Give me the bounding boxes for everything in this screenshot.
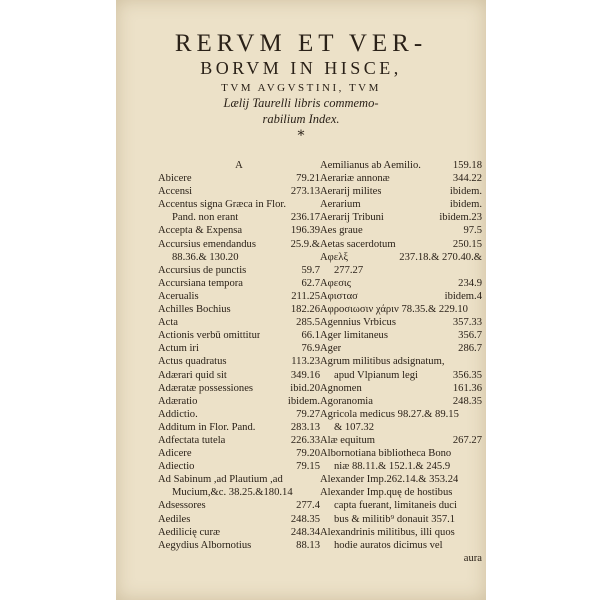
entry-reference: 237.18.& 270.40.& bbox=[399, 251, 482, 263]
entry-term: Aedilicię curæ bbox=[158, 526, 221, 538]
entry-reference: 161.36 bbox=[452, 382, 482, 394]
entry-term: Aemilianus ab Aemilio. bbox=[320, 160, 421, 171]
entry-term: Aerarij milites bbox=[320, 186, 382, 198]
index-entry bbox=[158, 408, 320, 421]
entry-term: Adæratio bbox=[158, 395, 198, 407]
entry-term: Agnomen bbox=[320, 382, 362, 394]
entry-term: apud Vlpianum legi bbox=[334, 369, 418, 381]
entry-term: niæ 88.11.& 152.1.& 245.9 bbox=[334, 461, 451, 473]
entry-term: Achilles Bochius bbox=[158, 304, 231, 316]
entry-term: Ager bbox=[320, 343, 342, 355]
index-entry bbox=[320, 447, 482, 460]
index-entry bbox=[158, 526, 320, 539]
entry-reference: 66.1 bbox=[301, 330, 320, 342]
entry-term: Acerualis bbox=[158, 290, 199, 302]
entry-term: Aetas sacerdotum bbox=[320, 238, 396, 250]
entry-term: Additum in Flor. Pand. bbox=[158, 421, 256, 433]
index-entry bbox=[158, 224, 320, 237]
index-column-left bbox=[158, 159, 320, 552]
index-entry bbox=[158, 172, 320, 185]
index-entry bbox=[158, 290, 320, 303]
entry-reference: 226.33 bbox=[290, 434, 320, 446]
index-entry bbox=[320, 303, 482, 316]
index-entry bbox=[320, 421, 482, 434]
entry-term: Aediles bbox=[158, 513, 191, 525]
entry-term: Adicere bbox=[158, 448, 192, 460]
entry-reference: 248.34 bbox=[290, 526, 320, 538]
index-entry bbox=[158, 316, 320, 329]
entry-term: Abicere bbox=[158, 173, 192, 185]
entry-term: 277.27 bbox=[334, 264, 364, 276]
entry-term: Pand. non erant bbox=[172, 212, 239, 224]
entry-term: hodie auratos dicimus vel bbox=[334, 539, 443, 551]
index-column-right bbox=[320, 159, 482, 565]
entry-reference: 356.7 bbox=[458, 330, 482, 342]
index-entry bbox=[158, 198, 320, 211]
entry-term: Alexander Imp.quę de hostibus bbox=[320, 487, 453, 499]
entry-term: Accursiana tempora bbox=[158, 277, 244, 289]
index-entry bbox=[320, 552, 482, 565]
entry-reference: 62.7 bbox=[301, 277, 320, 289]
index-entry bbox=[158, 369, 320, 382]
index-entry bbox=[320, 342, 482, 355]
index-entry bbox=[158, 421, 320, 434]
entry-term: Actionis verbū omittitur bbox=[158, 330, 261, 342]
entry-reference: 267.27 bbox=[452, 434, 482, 446]
entry-term: Agrum militibus adsignatum, bbox=[320, 356, 445, 368]
entry-term: capta fuerant, limitaneis duci bbox=[334, 500, 457, 512]
entry-term: Albornotiana bibliotheca Bono bbox=[320, 448, 452, 460]
index-entry bbox=[320, 526, 482, 539]
entry-term: Aegydius Albornotius bbox=[158, 539, 252, 551]
index-entry bbox=[320, 408, 482, 421]
index-entry bbox=[320, 473, 482, 486]
entry-term: Agoranomia bbox=[320, 395, 373, 407]
index-entry bbox=[320, 316, 482, 329]
entry-reference: 97.5 bbox=[463, 225, 482, 237]
entry-term: Agennius Vrbicus bbox=[320, 317, 396, 329]
entry-reference: 159.18 bbox=[452, 160, 482, 171]
entry-reference: 236.17 bbox=[290, 212, 320, 224]
index-entry bbox=[158, 185, 320, 198]
index-entry bbox=[320, 198, 482, 211]
entry-term: Αφιστασ bbox=[320, 290, 358, 302]
entry-reference: 356.35 bbox=[452, 369, 482, 381]
title-line-3: TVM AVGVSTINI, TVM bbox=[221, 82, 381, 94]
entry-reference: 273.13 bbox=[290, 186, 320, 198]
entry-reference: 211.25 bbox=[291, 290, 320, 302]
index-entry bbox=[320, 172, 482, 185]
index-entry bbox=[158, 473, 320, 486]
entry-term: Aerarium bbox=[320, 199, 361, 211]
entry-reference: 79.20 bbox=[296, 448, 320, 460]
entry-term: Alæ equitum bbox=[320, 434, 376, 446]
index-entry bbox=[158, 238, 320, 251]
entry-term: Actus quadratus bbox=[158, 356, 227, 368]
entry-reference: ibidem. bbox=[449, 199, 482, 211]
index-entry bbox=[158, 486, 320, 499]
entry-term: Adæratæ possessiones bbox=[158, 382, 254, 394]
index-entry bbox=[320, 251, 482, 264]
index-entry bbox=[320, 211, 482, 224]
entry-reference: 250.15 bbox=[452, 238, 482, 250]
entry-reference: 79.15 bbox=[296, 461, 320, 473]
entry-reference: 248.35 bbox=[290, 513, 320, 525]
index-entry bbox=[320, 539, 482, 552]
entry-reference: 344.22 bbox=[452, 173, 482, 185]
entry-term: Accepta & Expensa bbox=[158, 225, 243, 237]
index-entry bbox=[158, 395, 320, 408]
entry-reference: 79.27 bbox=[296, 408, 320, 420]
asterisk-ornament: * bbox=[297, 128, 305, 144]
entry-reference: 286.7 bbox=[458, 343, 482, 355]
entry-term: 88.36.& 130.20 bbox=[172, 251, 239, 263]
index-entry bbox=[158, 211, 320, 224]
title-line-2: BORVM IN HISCE, bbox=[200, 58, 402, 78]
entry-reference: 182.26 bbox=[290, 304, 320, 316]
entry-term: Αφελξ bbox=[320, 251, 349, 263]
entry-term: Aerarij Tribuni bbox=[320, 212, 384, 224]
index-entry bbox=[158, 499, 320, 512]
index-entry bbox=[320, 290, 482, 303]
index-entry bbox=[320, 369, 482, 382]
entry-reference: ibidem.4 bbox=[444, 290, 482, 302]
entry-term: Alexander Imp.262.14.& 353.24 bbox=[320, 474, 459, 486]
entry-reference: ibid.20 bbox=[290, 382, 320, 394]
index-entry bbox=[320, 329, 482, 342]
entry-reference: 79.21 bbox=[296, 173, 320, 185]
entry-term: Accensi bbox=[158, 186, 193, 198]
entry-term: Aerariæ annonæ bbox=[320, 173, 390, 185]
entry-term: Actum iri bbox=[158, 343, 199, 355]
index-entry bbox=[320, 355, 482, 368]
index-entry bbox=[320, 434, 482, 447]
index-entry bbox=[320, 513, 482, 526]
entry-term: Αφεσις bbox=[320, 277, 351, 289]
index-entry bbox=[320, 224, 482, 237]
entry-reference: 277.4 bbox=[296, 500, 320, 512]
index-entry bbox=[320, 382, 482, 395]
index-entry bbox=[158, 264, 320, 277]
entry-reference: ibidem. bbox=[449, 186, 482, 198]
index-entry bbox=[158, 342, 320, 355]
title-line-1: RERVM ET VER- bbox=[174, 30, 428, 57]
entry-term: Ager limitaneus bbox=[320, 330, 388, 342]
index-entry bbox=[320, 486, 482, 499]
index-entry bbox=[158, 251, 320, 264]
entry-term: aura bbox=[463, 552, 482, 564]
entry-term: Agricola medicus 98.27.& 89.15 bbox=[320, 408, 459, 420]
index-entry bbox=[158, 513, 320, 526]
index-entry bbox=[158, 303, 320, 316]
entry-term: Accursius emendandus bbox=[158, 238, 256, 250]
index-entry bbox=[320, 185, 482, 198]
entry-term: Adsessores bbox=[158, 500, 206, 512]
index-entry bbox=[320, 264, 482, 277]
entry-reference: 196.39 bbox=[290, 225, 320, 237]
entry-reference: 88.13 bbox=[296, 539, 320, 551]
entry-term: & 107.32 bbox=[334, 421, 375, 433]
index-entry bbox=[158, 460, 320, 473]
index-entry bbox=[320, 159, 482, 172]
index-entry bbox=[320, 460, 482, 473]
entry-term: Accursius de punctis bbox=[158, 264, 247, 276]
index-entry bbox=[158, 277, 320, 290]
entry-term: Addictio. bbox=[158, 408, 198, 420]
index-entry bbox=[320, 238, 482, 251]
index-entry bbox=[158, 382, 320, 395]
index-entry bbox=[158, 447, 320, 460]
entry-reference: 76.9 bbox=[301, 343, 320, 355]
entry-reference: 59.7 bbox=[301, 264, 320, 276]
entry-term: Adærari quid sit bbox=[158, 369, 227, 381]
entry-reference: 283.13 bbox=[290, 421, 320, 433]
entry-term: Adfectata tutela bbox=[158, 434, 226, 446]
entry-term: Accentus signa Græca in Flor. bbox=[158, 199, 286, 211]
index-entry bbox=[158, 434, 320, 447]
entry-term: Mucium,&c. 38.25.&180.14 bbox=[172, 487, 293, 499]
entry-reference: 285.5 bbox=[296, 317, 320, 329]
index-entry bbox=[158, 329, 320, 342]
entry-reference: ibidem. bbox=[287, 395, 320, 407]
entry-reference: 25.9.& bbox=[290, 238, 320, 250]
entry-term: bus & militib⁹ donauit 357.1 bbox=[334, 513, 456, 525]
title-line-5: rabilium Index. bbox=[262, 112, 340, 126]
entry-reference: 248.35 bbox=[452, 395, 482, 407]
title-line-4: Lælij Taurelli libris commemo- bbox=[223, 96, 379, 110]
entry-term: Acta bbox=[158, 317, 178, 329]
index-entry bbox=[158, 539, 320, 552]
entry-term: Alexandrinis militibus, illi quos bbox=[320, 526, 455, 538]
index-entry bbox=[320, 395, 482, 408]
index-entry bbox=[158, 355, 320, 368]
book-page bbox=[116, 0, 486, 600]
entry-reference: 113.23 bbox=[291, 356, 320, 368]
section-letter: A bbox=[235, 160, 243, 171]
index-entry bbox=[320, 277, 482, 290]
entry-reference: 349.16 bbox=[290, 369, 320, 381]
entry-term: Adiectio bbox=[158, 461, 195, 473]
entry-term: Αφροσιωσιν χάριν 78.35.& 229.10 bbox=[320, 304, 468, 316]
entry-term: Aes graue bbox=[320, 225, 363, 237]
index-entry bbox=[320, 499, 482, 512]
entry-term: Ad Sabinum ,ad Plautium ,ad bbox=[158, 474, 283, 486]
entry-reference: 234.9 bbox=[458, 277, 482, 289]
entry-reference: 357.33 bbox=[452, 317, 482, 329]
entry-reference: ibidem.23 bbox=[439, 212, 482, 224]
